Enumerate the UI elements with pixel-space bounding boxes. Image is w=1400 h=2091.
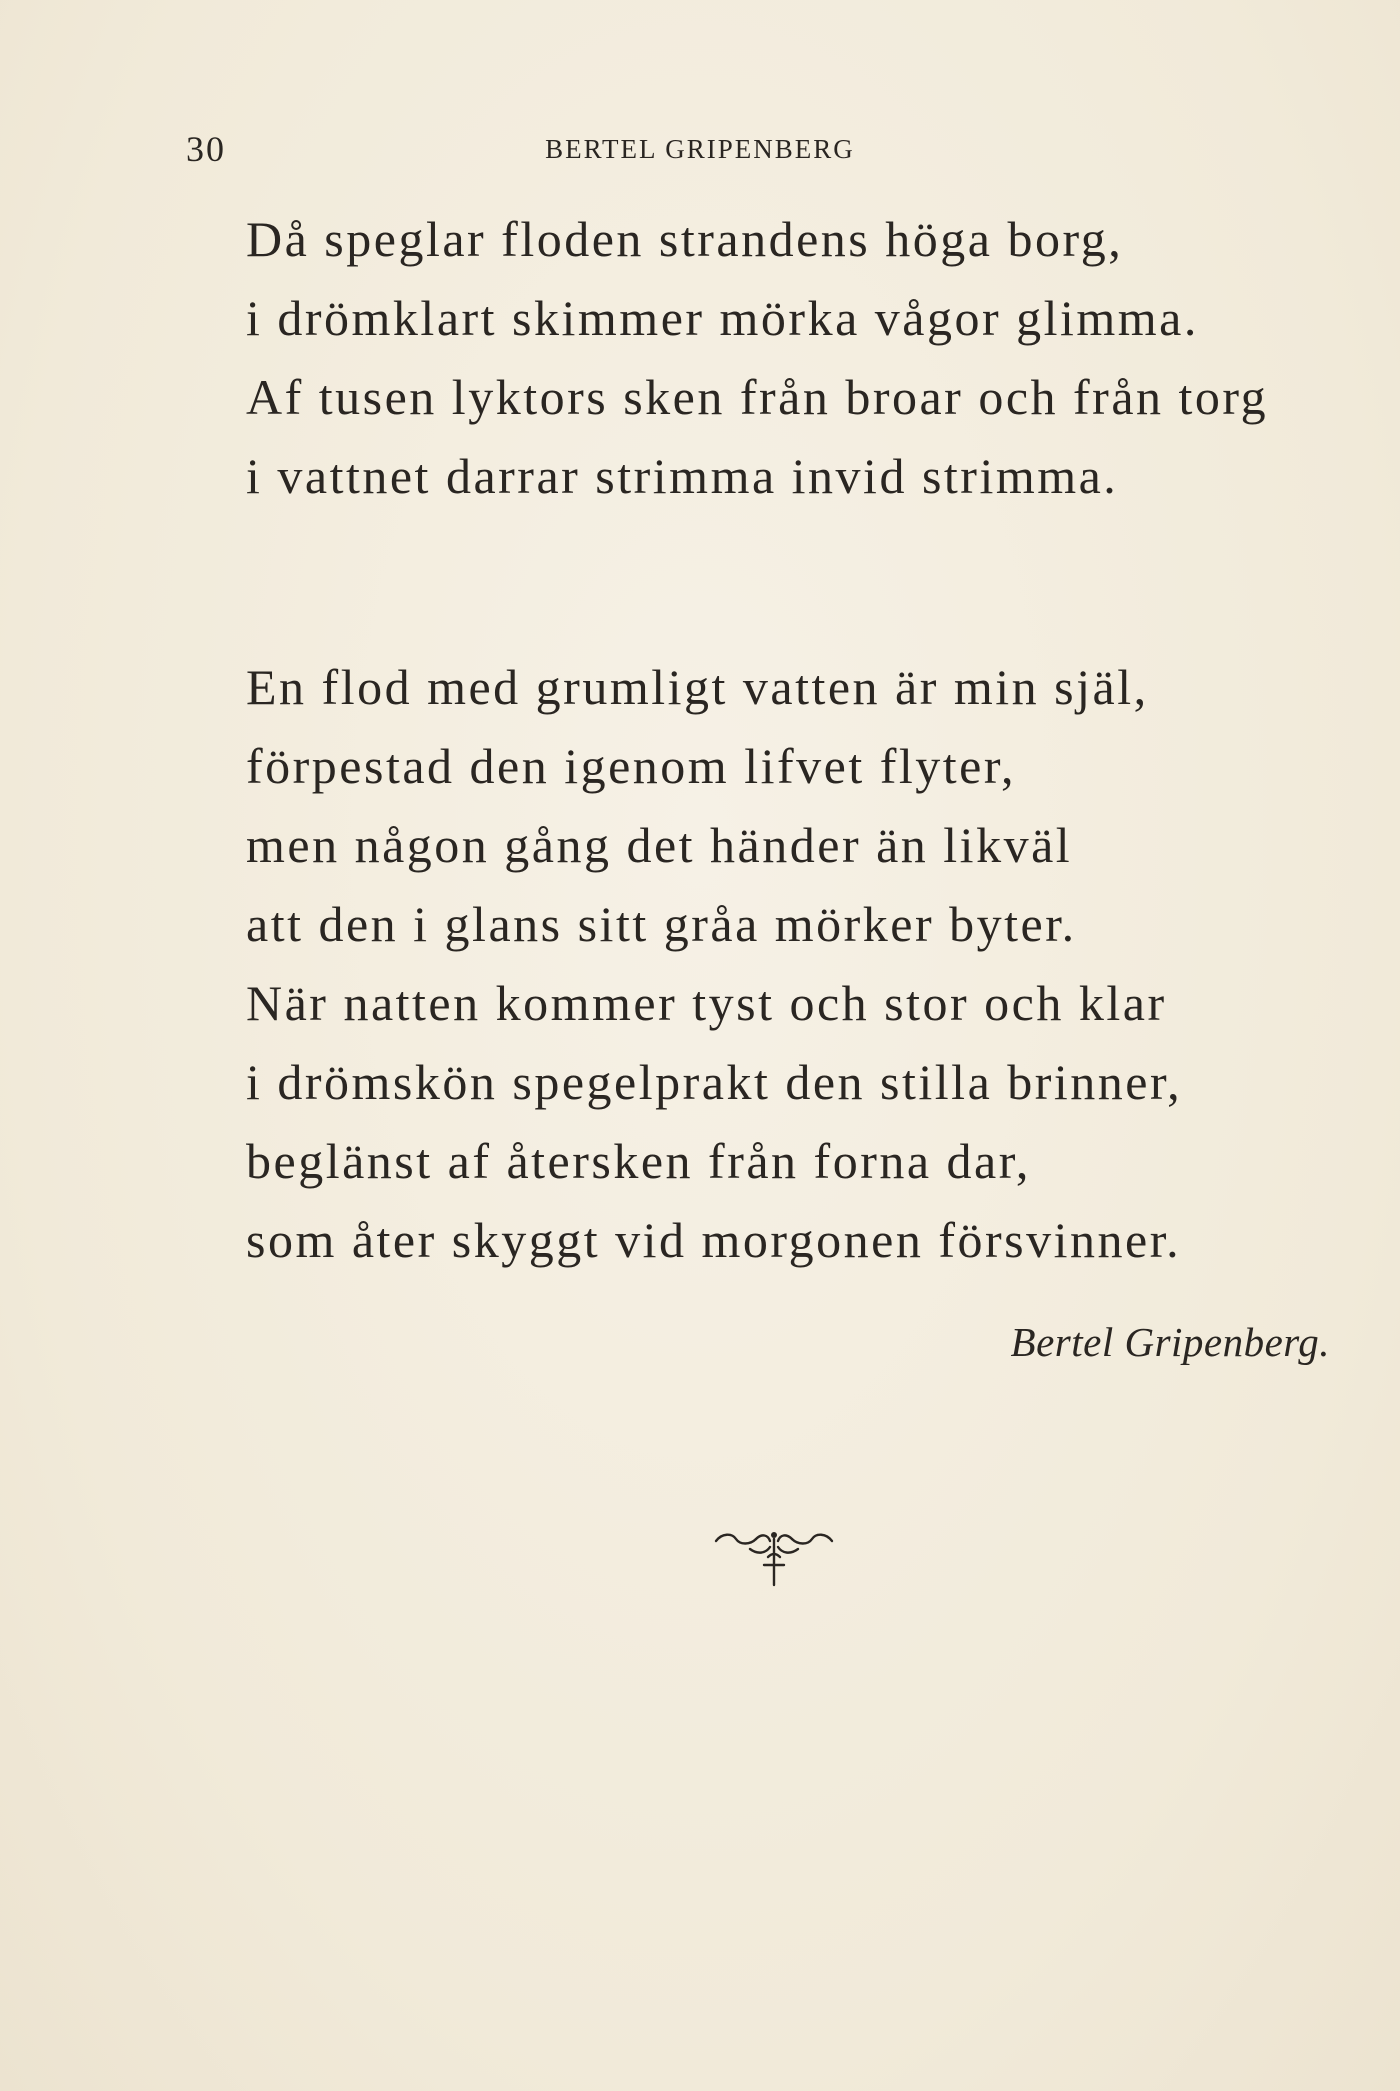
fleuron-ornament-icon — [712, 1525, 836, 1591]
verse-line: i drömklart skimmer mörka vågor glimma. — [246, 290, 1199, 346]
verse-line: När natten kommer tyst och stor och klar — [246, 975, 1167, 1031]
running-title: BERTEL GRIPENBERG — [545, 134, 855, 164]
page-number: 30 — [186, 129, 226, 169]
author-signature: Bertel Gripenberg. — [1010, 1319, 1330, 1365]
verse-line: Af tusen lyktors sken från broar och från torg — [246, 369, 1269, 425]
stanza-1 — [246, 200, 1268, 516]
verse-line: som åter skyggt vid morgonen försvinner. — [246, 1212, 1182, 1268]
verse-line: En flod med grumligt vatten är min själ, — [246, 659, 1149, 715]
verse-line: förpestad den igenom lifvet flyter, — [246, 738, 1016, 794]
running-header — [0, 128, 1400, 168]
stanza-2 — [246, 648, 1182, 1280]
verse-line: men någon gång det händer än likväl — [246, 817, 1073, 873]
verse-line: beglänst af återsken från forna dar, — [246, 1133, 1031, 1189]
verse-line: i vattnet darrar strimma invid strimma. — [246, 448, 1119, 504]
verse-line: att den i glans sitt gråa mörker byter. — [246, 896, 1077, 952]
verse-line: i drömskön spegelprakt den stilla brinner, — [246, 1054, 1183, 1110]
verse-line: Då speglar floden strandens höga borg, — [246, 211, 1124, 267]
